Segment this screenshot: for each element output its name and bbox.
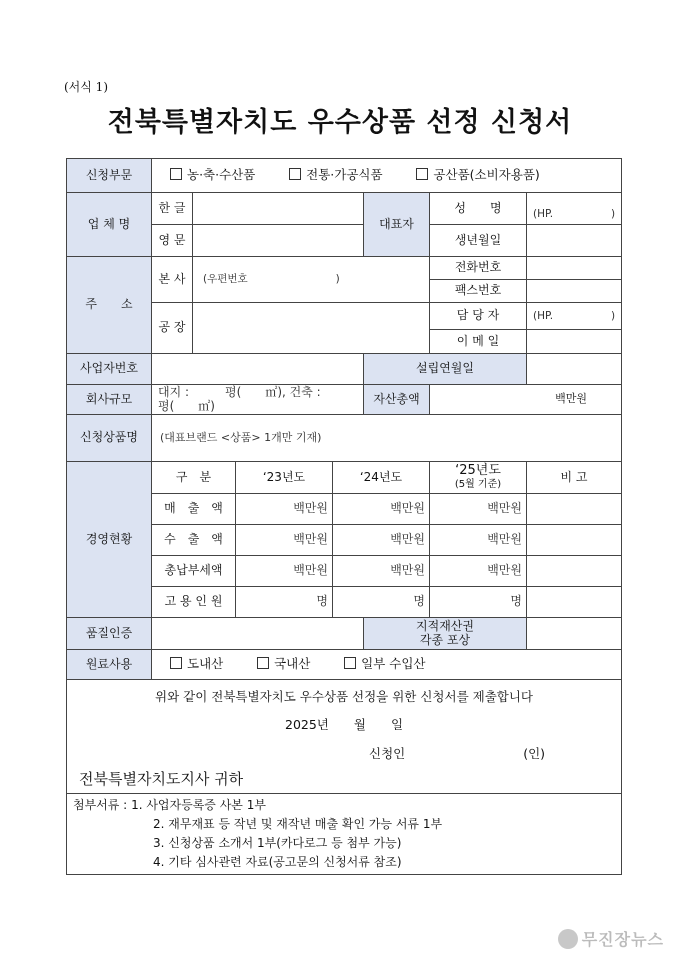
email-field[interactable] <box>527 330 622 354</box>
tax-2024-field[interactable]: 백만원 <box>333 556 430 587</box>
checkbox-icon[interactable] <box>344 657 356 669</box>
applicant-line <box>73 747 615 761</box>
company-name-korean-field[interactable] <box>193 193 364 225</box>
representative-name-label: 성 명 <box>430 193 527 225</box>
sales-2023-field[interactable]: 백만원 <box>236 494 333 525</box>
checkbox-icon[interactable] <box>257 657 269 669</box>
company-scale-label: 회사규모 <box>67 385 152 415</box>
material-option-imported[interactable]: 일부 수입산 <box>344 657 425 671</box>
address-label: 주 소 <box>67 257 152 354</box>
phone-label: 전화번호 <box>430 257 527 280</box>
total-assets-label: 자산총액 <box>364 385 430 415</box>
applicant-label: 신청인 <box>369 745 406 761</box>
declaration-text: 위와 같이 전북특별자치도 우수상품 선정을 위한 신청서를 제출합니다 <box>155 689 534 704</box>
management-header-category: 구 분 <box>152 462 236 494</box>
sales-2025-field[interactable]: 백만원 <box>430 494 527 525</box>
representative-name-field[interactable]: (HP. ) <box>527 193 622 225</box>
category-option-agri[interactable]: 농·축·수산품 <box>170 168 255 182</box>
management-header-2025: ‘25년도 (5월 기준) <box>430 462 527 494</box>
declaration-block <box>67 680 622 794</box>
seal-label: (인) <box>523 745 546 761</box>
attachment-item: 3. 신청상품 소개서 1부(카다로그 등 첨부 가능) <box>153 836 402 850</box>
document-title: 전북특별자치도 우수상품 선정 신청서 <box>107 107 573 138</box>
sales-2024-field[interactable]: 백만원 <box>333 494 430 525</box>
material-option-local[interactable]: 도내산 <box>170 657 223 671</box>
attachment-item: 첨부서류 : 1. 사업자등록증 사본 1부 <box>73 798 266 812</box>
representative-label: 대표자 <box>364 193 430 257</box>
export-label: 수 출 액 <box>152 525 236 556</box>
material-option-domestic[interactable]: 국내산 <box>257 657 310 671</box>
material-options <box>152 650 622 680</box>
employees-2025-field[interactable]: 명 <box>430 587 527 618</box>
checkbox-icon[interactable] <box>170 657 182 669</box>
category-row <box>67 159 622 193</box>
category-options <box>152 159 622 193</box>
company-name-korean-label: 한 글 <box>152 193 193 225</box>
biz-number-label: 사업자번호 <box>67 354 152 385</box>
quality-cert-label: 품질인증 <box>67 618 152 650</box>
representative-birth-field[interactable] <box>527 225 622 257</box>
management-header-note: 비 고 <box>527 462 622 494</box>
company-name-label: 업 체 명 <box>67 193 152 257</box>
factory-address-label: 공 장 <box>152 303 193 354</box>
form-number-label: (서식 1) <box>64 80 108 94</box>
total-assets-field[interactable]: 백만원 <box>430 385 622 415</box>
company-name-english-field[interactable] <box>193 225 364 257</box>
representative-birth-label: 생년월일 <box>430 225 527 257</box>
management-status-label: 경영현황 <box>67 462 152 618</box>
checkbox-icon[interactable] <box>170 168 182 180</box>
export-2023-field[interactable]: 백만원 <box>236 525 333 556</box>
founded-date-label: 설립연월일 <box>364 354 527 385</box>
export-2025-field[interactable]: 백만원 <box>430 525 527 556</box>
tax-2025-field[interactable]: 백만원 <box>430 556 527 587</box>
attachments-block <box>67 794 622 875</box>
biz-number-field[interactable] <box>152 354 364 385</box>
employees-2023-field[interactable]: 명 <box>236 587 333 618</box>
tax-note-field[interactable] <box>527 556 622 587</box>
ip-awards-label: 지적재산권 각종 포상 <box>364 618 527 650</box>
employees-label: 고 용 인 원 <box>152 587 236 618</box>
tax-2023-field[interactable]: 백만원 <box>236 556 333 587</box>
factory-address-field[interactable] <box>193 303 430 354</box>
sales-note-field[interactable] <box>527 494 622 525</box>
watermark: 무진장뉴스 <box>558 927 664 950</box>
attachment-item: 2. 재무재표 등 작년 및 재작년 매출 확인 가능 서류 1부 <box>153 817 443 831</box>
category-option-industrial[interactable]: 공산품(소비자용품) <box>416 168 539 182</box>
fax-label: 팩스번호 <box>430 280 527 303</box>
product-name-label: 신청상품명 <box>67 415 152 462</box>
email-label: 이 메 일 <box>430 330 527 354</box>
company-scale-field[interactable]: 대지 : 평( ㎡), 건축 : 평( ㎡) <box>152 385 364 415</box>
management-header-2023: ‘23년도 <box>236 462 333 494</box>
declaration-date: 2025년 월 일 <box>285 717 404 733</box>
quality-cert-field[interactable] <box>152 618 364 650</box>
hq-address-field[interactable]: (우편번호 ) <box>193 257 430 303</box>
export-note-field[interactable] <box>527 525 622 556</box>
tax-label: 총납부세액 <box>152 556 236 587</box>
recipient-label: 전북특별자치도지사 귀하 <box>79 770 244 789</box>
category-option-traditional[interactable]: 전통·가공식품 <box>289 168 382 182</box>
application-form-table <box>66 158 622 875</box>
product-name-field[interactable]: (대표브랜드 <상품> 1개만 기재) <box>152 415 622 462</box>
employees-2024-field[interactable]: 명 <box>333 587 430 618</box>
hq-address-label: 본 사 <box>152 257 193 303</box>
manager-label: 담 당 자 <box>430 303 527 330</box>
manager-field[interactable]: (HP. ) <box>527 303 622 330</box>
checkbox-icon[interactable] <box>289 168 301 180</box>
sales-label: 매 출 액 <box>152 494 236 525</box>
attachment-item: 4. 기타 심사관련 자료(공고문의 신청서류 참조) <box>153 855 402 869</box>
watermark-logo-icon <box>558 929 578 949</box>
checkbox-icon[interactable] <box>416 168 428 180</box>
company-name-english-label: 영 문 <box>152 225 193 257</box>
phone-field[interactable] <box>527 257 622 280</box>
export-2024-field[interactable]: 백만원 <box>333 525 430 556</box>
fax-field[interactable] <box>527 280 622 303</box>
ip-awards-field[interactable] <box>527 618 622 650</box>
category-label: 신청부문 <box>67 159 152 193</box>
founded-date-field[interactable] <box>527 354 622 385</box>
material-usage-label: 원료사용 <box>67 650 152 680</box>
attachments-label: 첨부서류 : <box>73 798 128 812</box>
management-header-2024: ‘24년도 <box>333 462 430 494</box>
employees-note-field[interactable] <box>527 587 622 618</box>
